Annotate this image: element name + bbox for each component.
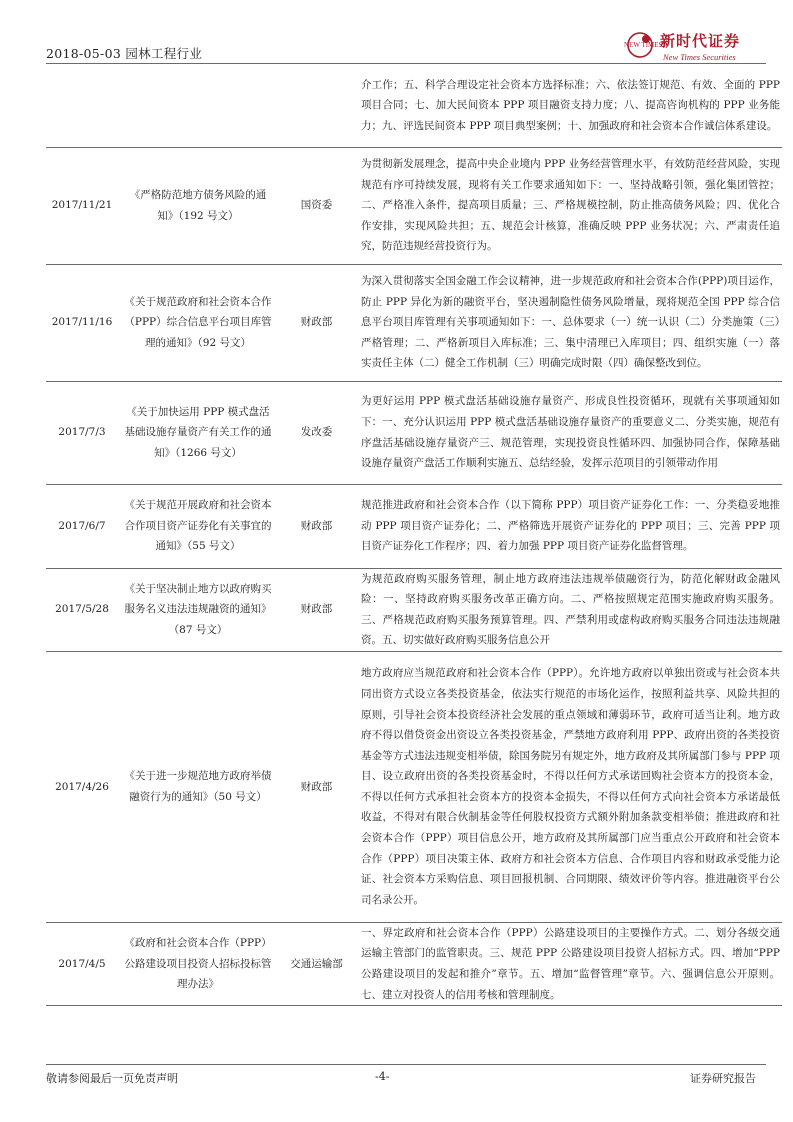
table-row [46, 381, 782, 484]
table-row [46, 484, 782, 568]
logo-badge-text: NEW TIMES [624, 41, 663, 49]
policy-content: 地方政府应当规范政府和社会资本合作（PPP）。允许地方政府以单独出资或与社会资本共同出资方式设立各类投资基金，依法实行规范的市场化运作，按照利益共享、风险共担的原则，引导社会资本投资经济社会发展的重点领域和薄弱环节，政府可适当让利。地方政府不得以借贷资金出资设立各类投资基金，严禁地方政府利用 PPP、政府出资的各类投资基金等方式违法违规变相举债，除国务院另有规定外，地方政府及其所属部门参与 PPP 项目、设立政府出资的各类投资基金时，不得以任何方式承诺回购社会资本方的投资本金，不得以任何方式承担社会资本方的投资本金损失，不得以任何方式向社会资本方承诺最低收益，不得对有限合伙制基金等任何股权投资方式额外附加条款变相举债；推进政府和社会资本合作（PPP）项目信息公开，地方政府及其所属部门应当重点公开政府和社会资本合作（PPP）项目决策主体、政府方和社会资本方信息、合作项目内容和财政承受能力论证、社会资本方采购信息、项目回报机制、合同期限、绩效评价等内容。推进融资平台公司名录公开。 [355, 651, 782, 922]
policy-content: 为更好运用 PPP 模式盘活基础设施存量资产、形成良性投资循环，现就有关事项通知如下：一、充分认识运用 PPP 模式盘活基础设施存量资产的重要意义二、分类实施，规范有序盘活基础设施存量资产三、规范管理，实现投资良性循环四、加强协同合作，保障基础设施存量资产盘活工作顺利实施五、总结经验，发挥示范项目的引领带动作用 [355, 381, 782, 484]
policy-content: 为贯彻新发展理念，提高中央企业境内 PPP 业务经营管理水平，有效防范经营风险，实现规范有序可持续发展，现将有关工作要求通知如下：一、坚持战略引领，强化集团管控；二、严格准入条件，提高项目质量；三、严格规模控制，防止推高债务风险；四、优化合作安排，实现风险共担；五、规范会计核算，准确反映 PPP 业务状况；六、严肃责任追究，防范违规经营投资行为。 [355, 147, 782, 264]
policy-name: 《关于规范政府和社会资本合作（PPP）综合信息平台项目库管理的通知》（92 号文） [118, 264, 278, 381]
header-date-industry: 2018-05-03 园林工程行业 [46, 46, 203, 61]
policy-date [46, 65, 118, 147]
footer-rule [46, 1064, 766, 1065]
table-row [46, 922, 782, 1005]
logo-chinese-name: 新时代证券 [660, 32, 741, 50]
policy-name: 《严格防范地方债务风险的通知》（192 号文） [118, 147, 278, 264]
policy-content: 一、界定政府和社会资本合作（PPP）公路建设项目的主要操作方式。二、划分各级交通运输主管部门的监管职责。三、规范 PPP 公路建设项目投资人招标方式。四、增加“PPP 公路建设项目的发起和推介”章节。五、增加“监督管理”章节。六、强调信息公开原则。七、建立对投资人的信用考核和管理制度。 [355, 922, 782, 1005]
issuing-agency: 交通运输部 [278, 922, 355, 1005]
policy-content: 规范推进政府和社会资本合作（以下简称 PPP）项目资产证券化工作：一、分类稳妥地推动 PPP 项目资产证券化；二、严格筛选开展资产证券化的 PPP 项目；三、完善 PPP 项目资产证券化工作程序；四、着力加强 PPP 项目资产证券化监督管理。 [355, 484, 782, 568]
table-row [46, 568, 782, 651]
table-row [46, 147, 782, 264]
policy-name: 《关于加快运用 PPP 模式盘活基础设施存量资产有关工作的通知》（1266 号文） [118, 381, 278, 484]
policy-name: 《关于规范开展政府和社会资本合作项目资产证券化有关事宜的通知》（55 号文） [118, 484, 278, 568]
policy-date: 2017/4/26 [46, 651, 118, 922]
policy-date: 2017/5/28 [46, 568, 118, 651]
policy-table [46, 65, 782, 1006]
issuing-agency [278, 65, 355, 147]
policy-name: 《关于进一步规范地方政府举债融资行为的通知》（50 号文） [118, 651, 278, 922]
issuing-agency: 财政部 [278, 651, 355, 922]
policy-date: 2017/11/16 [46, 264, 118, 381]
table-row [46, 65, 782, 147]
issuing-agency: 财政部 [278, 568, 355, 651]
policy-date: 2017/11/21 [46, 147, 118, 264]
policy-name: 《政府和社会资本合作（PPP）公路建设项目投资人招标投标管理办法》 [118, 922, 278, 1005]
policy-content: 为规范政府购买服务管理，制止地方政府违法违规举债融资行为，防范化解财政金融风险：一、坚持政府购买服务改革正确方向。二、严格按照规定范围实施政府购买服务。三、严格规范政府购买服务预算管理。四、严禁利用或虚构政府购买服务合同违法违规融资。五、切实做好政府购买服务信息公开 [355, 568, 782, 651]
issuing-agency: 财政部 [278, 484, 355, 568]
table-row [46, 264, 782, 381]
logo-english-name: New Times Securities [663, 52, 736, 62]
policy-name: 《关于坚决制止地方以政府购买服务名义违法违规融资的通知》（87 号文） [118, 568, 278, 651]
policy-date: 2017/7/3 [46, 381, 118, 484]
policy-date: 2017/4/5 [46, 922, 118, 1005]
header-rule [46, 63, 766, 64]
issuing-agency: 发改委 [278, 381, 355, 484]
footer-disclaimer: 敬请参阅最后一页免责声明 [46, 1072, 178, 1085]
table-row [46, 651, 782, 922]
issuing-agency: 财政部 [278, 264, 355, 381]
issuing-agency: 国资委 [278, 147, 355, 264]
policy-name [118, 65, 278, 147]
footer-report-type: 证券研究报告 [690, 1072, 756, 1085]
policy-content: 介工作；五、科学合理设定社会资本方选择标准；六、依法签订规范、有效、全面的 PPP 项目合同；七、加大民间资本 PPP 项目融资支持力度；八、提高咨询机构的 PPP 业务能力；九、评选民间资本 PPP 项目典型案例；十、加强政府和社会资本合作诚信体系建设。 [355, 65, 782, 147]
policy-content: 为深入贯彻落实全国金融工作会议精神，进一步规范政府和社会资本合作(PPP)项目运作，防止 PPP 异化为新的融资平台，坚决遏制隐性债务风险增量，现将规范全国 PPP 综合信息平台项目库管理有关事项通知如下：一、总体要求（一）统一认识（二）分类施策（三）严格管理；二、严格新项目入库标准；三、集中清理已入库项目；四、组织实施（一）落实责任主体（二）健全工作机制（三）明确完成时限（四）确保整改到位。 [355, 264, 782, 381]
page-number: -4- [375, 1070, 390, 1083]
policy-date: 2017/6/7 [46, 484, 118, 568]
